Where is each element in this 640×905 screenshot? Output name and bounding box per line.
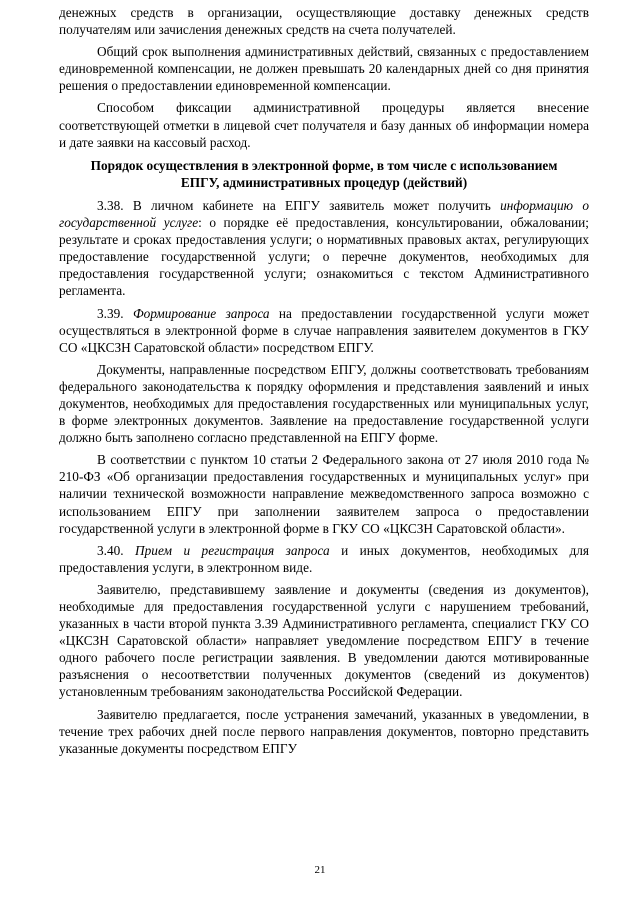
paragraph-3-40-end: и иных документов, необходимых для предоставления услуги, в электронном виде. [59,542,589,575]
paragraph-3-40-start: 3.40. [97,542,136,558]
paragraph-3-39-start: 3.39. [97,305,133,321]
paragraph-3-39-law: В соответствии с пунктом 10 статьи 2 Федерального закона от 27 июля 2010 года № 210-ФЗ «Об организации предоставления государственных и муниципальных услуг» при наличии технической возможности направление межведомственного запроса возможно с использованием ЕПГУ при заполнении заявителем запроса о предоставлении государственной услуги в электронной форме в ГКУ СО «ЦКСЗН Саратовской области». [59,452,589,536]
paragraph-3-39-documents: Документы, направленные посредством ЕПГУ, должны соответствовать требованиям федерального законодательства к порядку оформления и представления заявлений и иных документов, необходимых для предоставления государственных или муниципальных услуг, в форме электронных документов. Заявление на предоставление государственной услуги должно быть заполнено согласно представленной на ЕПГУ форме. [59,361,589,446]
paragraph-3-40-notification: Заявителю, представившему заявление и документы (сведения из документов), необходимые для предоставления государственной услуги с нарушением требований, указанных в части второй пункта 3.39 Административного регламента, специалист ГКУ СО «ЦКСЗН Саратовской области» направляет уведомление посредством ЕПГУ в течение одного рабочего после регистрации заявления. В уведомлении даются мотивированные разъяснения о несоответствии полученных документов (сведений из документов) установленным требованиям законодательства Российской Федерации. [59,581,589,700]
paragraph-3-38-end: : о порядке её предоставления, консультировании, обжаловании; результате и сроках предоставления услуги; о нормативных правовых актах, регулирующих предоставление государственной услуги; о перечне документов, необходимых для предоставления государственной услуги; ознакомиться с текстом Административного регламента. [59,215,589,299]
paragraph-3-39-emphasis: Формирование запроса [132,305,270,321]
page-number: 21 [314,864,326,876]
paragraph-3-40-resubmission: Заявителю предлагается, после устранения замечаний, указанных в уведомлении, в течение трех рабочих дней после первого направления документов, повторно представить указанные документы посредством ЕПГУ [59,706,589,756]
paragraph-3-40 [59,542,589,576]
paragraph-3-39 [59,305,589,356]
paragraph-3-40-emphasis: Прием и регистрация запроса [135,542,330,558]
paragraph-fixation: Способом фиксации административной процедуры является внесение соответствующей отметки в лицевой счет получателя и базу данных об информации номера и дате заявки на кассовый расход. [59,100,589,150]
section-heading-line-2: ЕПГУ, административных процедур (действий) [180,174,468,190]
section-heading [59,157,589,191]
paragraph-term: Общий срок выполнения административных действий, связанных с предоставлением единовременной компенсации, не должен превышать 20 календарных дней со дня принятия решения о предоставлении единовременной компенсации. [59,44,589,94]
section-heading-line-1: Порядок осуществления в электронной форме, в том числе с использованием [90,157,558,173]
paragraph-3-38-emphasis: информацию о государственной услуге [59,197,589,231]
paragraph-3-38-start: 3.38. В личном кабинете на ЕПГУ заявитель может получить [97,197,501,213]
paragraph-3-39-end: на предоставлении государственной услуги может осуществляться в электронной форме в случае направления заявителем документов в ГКУ СО «ЦКСЗН Саратовской области» посредством ЕПГУ. [59,305,590,355]
paragraph-3-38 [59,197,589,300]
paragraph-continuation: денежных средств в организации, осуществляющие доставку денежных средств получателям или зачисления денежных средств на счета получателей. [59,5,589,38]
